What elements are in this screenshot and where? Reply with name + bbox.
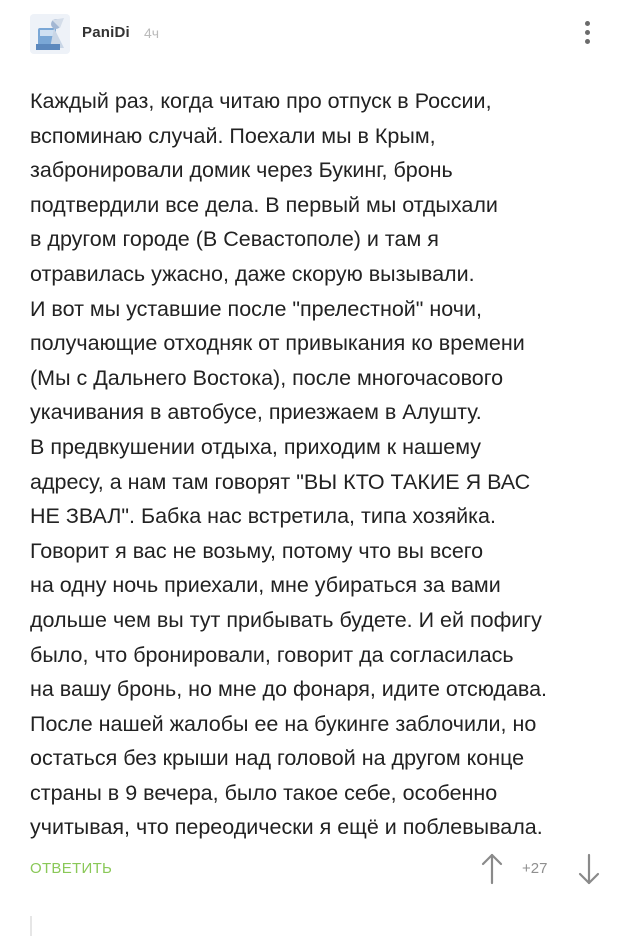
reply-button[interactable]: ОТВЕТИТЬ — [30, 860, 113, 877]
author-name[interactable]: PaniDi — [82, 24, 130, 41]
comment-text-line: НЕ ЗВАЛ". Бабка нас встретила, типа хозяйка. — [30, 504, 496, 529]
comment-text-line: на вашу бронь, но мне до фонаря, идите отсюдава. — [30, 677, 548, 702]
comment-text-line: И вот мы уставшие после "прелестной" ночи, — [30, 296, 482, 321]
comment-text-line: страны в 9 вечера, было такое себе, особенно — [30, 780, 498, 805]
comment-footer — [30, 848, 605, 888]
comment-text-line: (Мы с Дальнего Востока), после многочасового — [30, 365, 504, 390]
comment-text-line: В предвкушении отдыха, приходим к нашему — [30, 434, 481, 459]
comment-text-line: остаться без крыши над головой на другом конце — [30, 746, 525, 771]
comment-text-line: укачивания в автобусе, приезжаем в Алушту. — [30, 400, 482, 425]
comment-text-line: забронировали домик через Букинг, бронь — [30, 158, 453, 183]
comment-text-line: Каждый раз, когда читаю про отпуск в России, — [30, 89, 492, 113]
avatar-image — [30, 14, 70, 54]
comment-text-line: было, что бронировали, говорит да согласилась — [30, 642, 514, 667]
comment-time: 4ч — [144, 25, 160, 41]
avatar[interactable] — [30, 14, 70, 54]
vertical-dots-icon[interactable] — [580, 18, 594, 50]
arrow-up-icon[interactable] — [480, 852, 504, 886]
rating-value: +27 — [522, 860, 548, 877]
comment-text-line: дольше чем вы тут прибывать будете. И ей пофигу — [30, 607, 542, 632]
comment-text-line: вспоминаю случай. Поехали мы в Крым, — [30, 123, 436, 148]
comment-text-line: После нашей жалобы ее на букинге заблочили, но — [30, 711, 537, 736]
comment-header — [30, 14, 600, 58]
comment-text-line: Говорит я вас не возьму, потому что вы всего — [30, 538, 484, 563]
comment-text-line: в другом городе (В Севастополе) и там я — [30, 227, 439, 252]
thread-line — [30, 916, 32, 936]
comment-text-line: адресу, а нам там говорят "ВЫ КТО ТАКИЕ Я ВАС — [30, 469, 531, 494]
comment-text-line: отравилась ужасно, даже скорую вызывали. — [30, 261, 475, 286]
arrow-down-icon[interactable] — [577, 852, 601, 886]
comment-text-line: учитывая, что переодически я ещё и поблевывала. — [30, 815, 543, 840]
comment-text-line: на одну ночь приехали, мне убираться за вами — [30, 573, 501, 598]
comment-body — [30, 84, 605, 845]
comment-text-line: подтвердили все дела. В первый мы отдыхали — [30, 192, 498, 217]
comment-text-line: получающие отходняк от привыкания ко времени — [30, 331, 525, 356]
